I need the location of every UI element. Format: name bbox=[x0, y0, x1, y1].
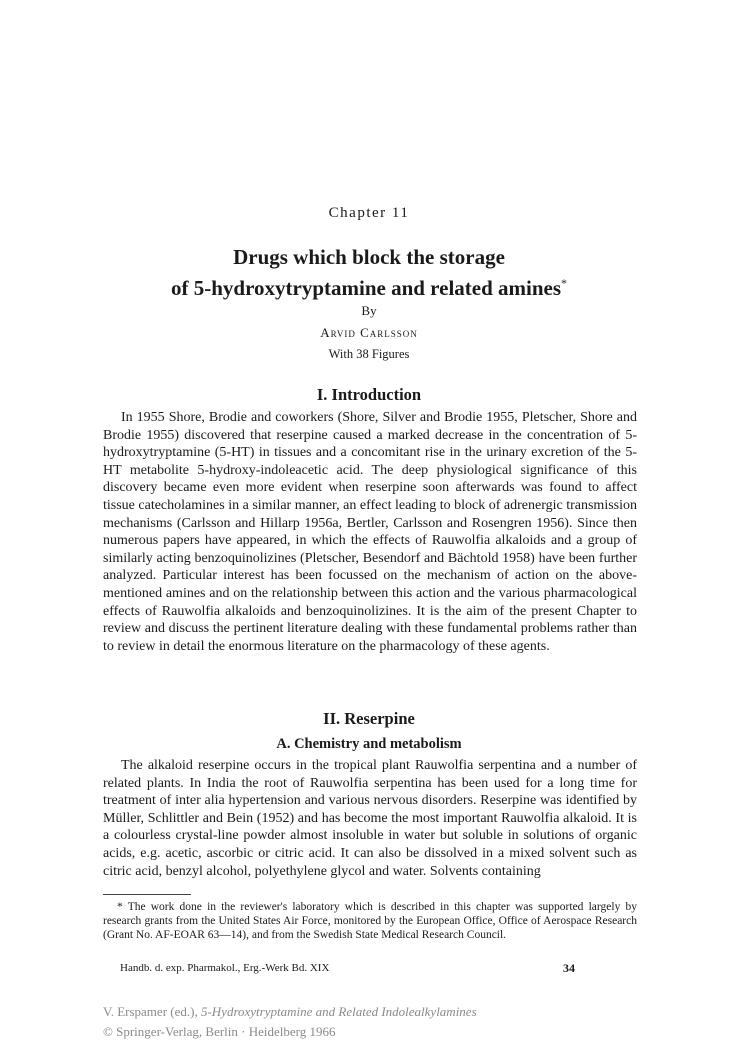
chapter-label: Chapter 11 bbox=[328, 205, 410, 221]
page-number: 34 bbox=[563, 961, 575, 975]
section-heading-reserpine: II. Reserpine bbox=[323, 709, 415, 728]
introduction-paragraph: In 1955 Shore, Brodie and coworkers (Shore, Silver and Brodie 1955, Pletscher, Shore and Brodie 1955) discovered that reserpine caused a marked decrease in the concentration of 5-hydroxytryptamine (5-HT) in tissues and a concomitant rise in the urinary excretion of the 5-HT metabolite 5-hydroxy-indoleacetic acid. The deep physiological significance of this discovery became even more evident when reserpine soon afterwards was found to affect tissue catecholamines in a similar manner, an effect leading to block of adrenergic transmission mechanisms (Carlsson and Hillarp 1956a, Bertler, Carlsson and Rosengren 1956). Since then numerous papers have appeared, in which the effects of Rauwolfia alkaloids and a group of similarly acting benzoquinolizines (Pletscher, Besendorf and Bächtold 1958) have been further analyzed. Particular interest has been focussed on the mechanism of action on the above-mentioned amines and on the relationship between this action and the various pharmacological effects of Rauwolfia alkaloids and benzoquinolizines. It is the aim of the present Chapter to review and discuss the pertinent literature dealing with these fundamental problems rather than to review in detail the enormous literature on the pharmacology of these agents. bbox=[103, 410, 637, 654]
source-line-1 bbox=[103, 1004, 477, 1020]
byline-by: By bbox=[361, 303, 377, 318]
title-footnote-mark: * bbox=[561, 276, 568, 290]
subsection-heading-chemistry: A. Chemistry and metabolism bbox=[276, 736, 462, 752]
chapter-title-line-2-text: of 5-hydroxytryptamine and related amines bbox=[170, 276, 562, 300]
handbook-reference: Handb. d. exp. Pharmakol., Erg.-Werk Bd. XIX bbox=[120, 962, 330, 974]
chapter-title-line-2 bbox=[0, 270, 738, 301]
source-editor: V. Erspamer (ed.), bbox=[103, 1004, 198, 1019]
source-publisher: © Springer-Verlag, Berlin · Heidelberg 1966 bbox=[103, 1024, 336, 1039]
source-book-title: 5-Hydroxytryptamine and Related Indolealkylamines bbox=[200, 1004, 477, 1019]
footnote-divider bbox=[103, 894, 191, 895]
section-heading-introduction: I. Introduction bbox=[316, 385, 422, 404]
reserpine-paragraph: The alkaloid reserpine occurs in the tropical plant Rauwolfia serpentina and a number of related plants. In India the root of Rauwolfia serpentina has been used for a long time for treatment of inter alia hypertension and various nervous disorders. Reserpine was identified by Müller, Schlittler and Bein (1952) and has become the most important Rauwolfia alkaloid. It is a colourless crystal-line powder almost insoluble in water but soluble in solutions of organic acids, e.g. acetic, ascorbic or citric acid. It can also be dissolved in a mixed solvent such as citric acid, benzyl alcohol, polyethylene glycol and water. Solvents containing bbox=[103, 758, 637, 879]
footnote: * The work done in the reviewer's laboratory which is described in this chapter was supported largely by research grants from the United States Air Force, monitored by the European Office, Office of Aerospace Research (Grant No. AF-EOAR 63—14), and from the Swedish State Medical Research Council. bbox=[103, 901, 637, 942]
figures-count: With 38 Figures bbox=[328, 347, 410, 361]
chapter-title-line-1: Drugs which block the storage bbox=[233, 245, 505, 269]
author-name: Arvid Carlsson bbox=[320, 325, 418, 340]
